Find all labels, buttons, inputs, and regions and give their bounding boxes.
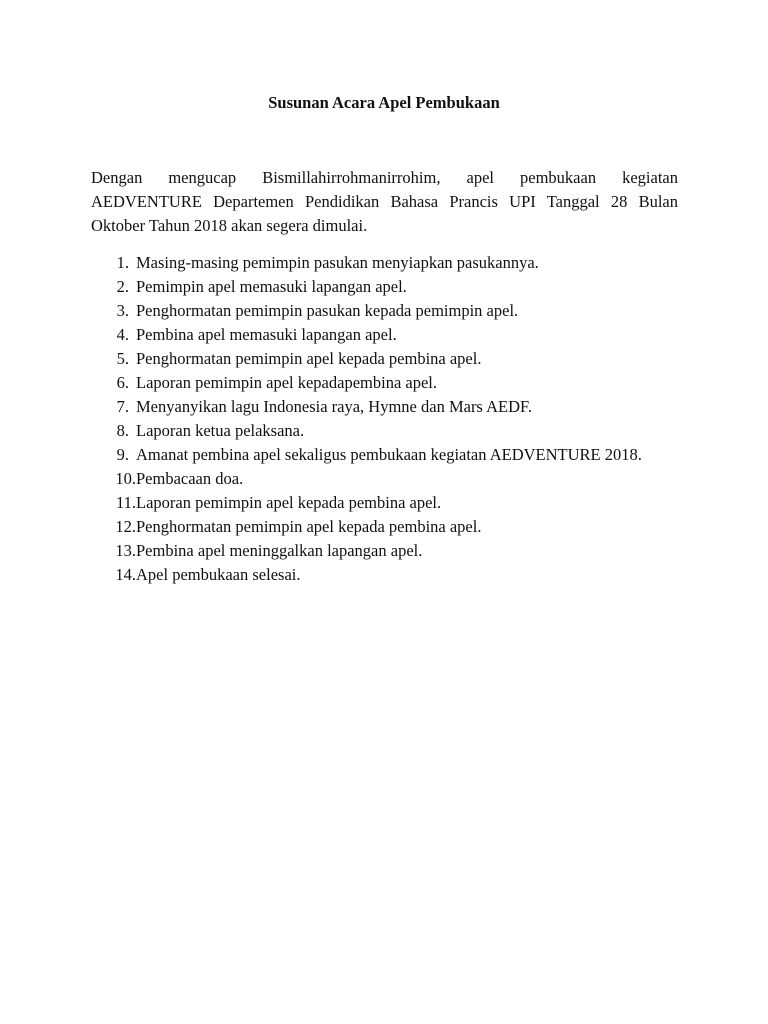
agenda-item-text: Apel pembukaan selesai. — [136, 565, 301, 584]
agenda-item-text: Amanat pembina apel sekaligus pembukaan kegiatan AEDVENTURE 2018. — [136, 445, 642, 464]
agenda-item — [91, 323, 691, 347]
agenda-item-number: 1. — [116, 253, 129, 272]
agenda-item-text: Pemimpin apel memasuki lapangan apel. — [136, 277, 407, 296]
agenda-item — [91, 563, 691, 587]
agenda-item — [91, 443, 691, 467]
agenda-item-number: 9. — [116, 445, 129, 464]
agenda-item — [91, 515, 691, 539]
agenda-item-text: Laporan ketua pelaksana. — [136, 421, 305, 440]
agenda-item — [91, 539, 691, 563]
agenda-item — [91, 275, 691, 299]
agenda-item-number: 10. — [115, 469, 136, 488]
agenda-item-text: Penghormatan pemimpin apel kepada pembina apel. — [136, 517, 482, 536]
agenda-item — [91, 347, 691, 371]
agenda-item-number: 13. — [115, 541, 136, 560]
agenda-item — [91, 251, 691, 275]
agenda-item — [91, 419, 691, 443]
agenda-item-number: 11. — [115, 493, 136, 512]
agenda-item — [91, 371, 691, 395]
agenda-item-text: Masing-masing pemimpin pasukan menyiapkan pasukannya. — [136, 253, 539, 272]
agenda-item-text: Penghormatan pemimpin apel kepada pembina apel. — [136, 349, 482, 368]
intro-paragraph: Dengan mengucap Bismillahirrohmanirrohim, apel pembukaan kegiatan AEDVENTURE Departemen Pendidikan Bahasa Prancis UPI Tanggal 28 Bulan Oktober Tahun 2018 akan segera dimulai. — [91, 168, 678, 235]
agenda-item-number: 14. — [115, 565, 136, 584]
agenda-item-text: Penghormatan pemimpin pasukan kepada pemimpin apel. — [136, 301, 519, 320]
agenda-item-number: 5. — [116, 349, 129, 368]
agenda-list — [91, 251, 691, 587]
agenda-item-text: Laporan pemimpin apel kepada pembina apel. — [136, 493, 442, 512]
agenda-item-text: Pembacaan doa. — [136, 469, 244, 488]
agenda-item-text: Pembina apel meninggalkan lapangan apel. — [136, 541, 423, 560]
agenda-item-number: 2. — [116, 277, 129, 296]
agenda-item-text: Laporan pemimpin apel kepadapembina apel. — [136, 373, 438, 392]
agenda-item-text: Menyanyikan lagu Indonesia raya, Hymne dan Mars AEDF. — [136, 397, 532, 416]
agenda-item-number: 12. — [115, 517, 136, 536]
agenda-item-number: 8. — [116, 421, 129, 440]
agenda-item-number: 3. — [116, 301, 129, 320]
agenda-item-number: 4. — [116, 325, 129, 344]
agenda-item-number: 6. — [116, 373, 129, 392]
document-title: Susunan Acara Apel Pembukaan — [268, 93, 500, 112]
agenda-item — [91, 395, 691, 419]
agenda-item — [91, 467, 691, 491]
agenda-item-number: 7. — [116, 397, 129, 416]
agenda-item — [91, 491, 691, 515]
agenda-item — [91, 299, 691, 323]
agenda-item-text: Pembina apel memasuki lapangan apel. — [136, 325, 397, 344]
